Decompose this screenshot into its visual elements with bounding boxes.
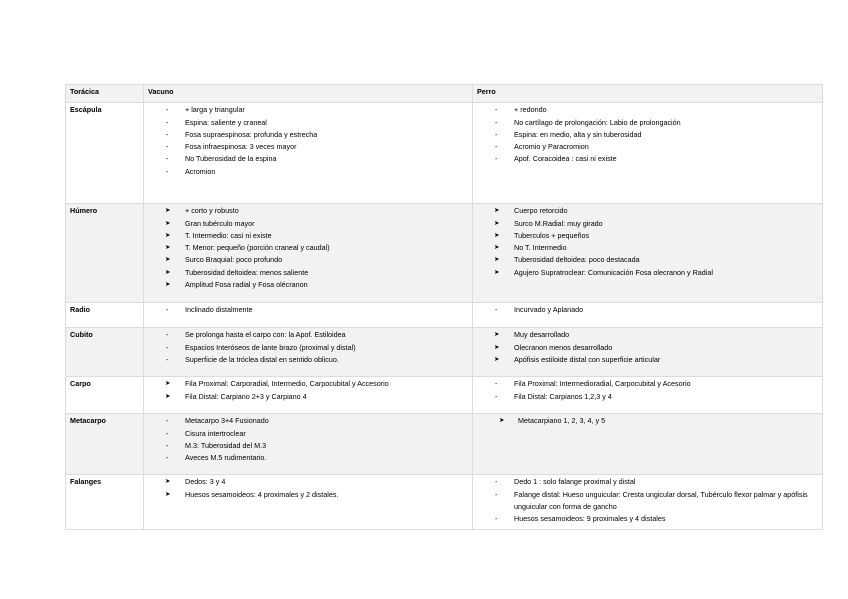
- list-item: ➤ Amplitud Fosa radial y Fosa olécranon: [148, 279, 468, 291]
- list-item: - Fila Distal: Carpianos 1,2,3 y 4: [477, 391, 818, 403]
- list-item: ➤ Tuberosidad deltoidea: poco destacada: [477, 254, 818, 266]
- list-item: - Incurvado y Aplanado: [477, 304, 818, 316]
- row-label: Falanges: [66, 475, 144, 530]
- table-row: [66, 377, 823, 414]
- header-toracica: Torácica: [66, 85, 144, 103]
- list-item: - Fosa infraespinosa: 3 veces mayor: [148, 141, 468, 153]
- list-item: ➤ Fila Proximal: Carporadial, Intermedio, Carpocubital y Accesorio: [148, 378, 468, 390]
- table-header-row: [66, 85, 823, 103]
- table-row: [66, 475, 823, 530]
- table-row: [66, 414, 823, 475]
- list-item: - Falange distal: Hueso unguicular: Cresta ungicular dorsal, Tubérculo flexor palmar y apófisis unguicular con forma de gancho: [477, 489, 818, 514]
- table-row: [66, 204, 823, 303]
- perro-list: [477, 378, 818, 403]
- list-item: - No Tuberosidad de la espina: [148, 153, 468, 165]
- list-item: ➤ Agujero Supratroclear: Comunicación Fosa olecranon y Radial: [477, 267, 818, 279]
- list-item: - Superficie de la tróclea distal en sentido oblicuo.: [148, 354, 468, 366]
- list-item: ➤ No T. Intermedio: [477, 242, 818, 254]
- list-item: ➤ Huesos sesamoideos: 4 proximales y 2 distales.: [148, 489, 468, 501]
- row-label: Húmero: [66, 204, 144, 303]
- list-item: - Se prolonga hasta el carpo con: la Apof. Estiloidea: [148, 329, 468, 341]
- list-item: - Dedo 1 : solo falange proximal y distal: [477, 476, 818, 488]
- list-item: - Metacarpo 3+4 Fusionado: [148, 415, 468, 427]
- vacuno-list: [148, 476, 468, 501]
- vacuno-list: [148, 205, 468, 291]
- perro-list: [477, 304, 818, 316]
- list-item: - Espacios Interóseos de lante brazo (proximal y distal): [148, 342, 468, 354]
- vacuno-list: [148, 329, 468, 366]
- row-label: Escápula: [66, 103, 144, 204]
- perro-list: [477, 205, 818, 279]
- vacuno-list: [148, 104, 468, 178]
- row-label: Carpo: [66, 377, 144, 414]
- comparison-table: [65, 84, 823, 530]
- list-item: - M.3: Tuberosidad del M.3: [148, 440, 468, 452]
- list-item: - No cartílago de prolongación: Labio de prolongación: [477, 117, 818, 129]
- perro-list: [477, 476, 818, 525]
- vacuno-list: [148, 304, 468, 316]
- list-item: - Huesos sesamoideos: 9 proximales y 4 distales: [477, 513, 818, 525]
- perro-list: [477, 104, 818, 165]
- perro-list: [477, 329, 818, 366]
- list-item: ➤ Tuberculos + pequeños: [477, 230, 818, 242]
- list-item: - Acromio y Paracromion: [477, 141, 818, 153]
- vacuno-list: [148, 378, 468, 403]
- list-item: - Fila Proximal: Intermedioradial, Carpocubital y Acesorio: [477, 378, 818, 390]
- table-row: [66, 328, 823, 377]
- list-item: - Acromion: [148, 166, 468, 178]
- list-item: ➤ Surco M.Radial: muy girado: [477, 218, 818, 230]
- table-row: [66, 303, 823, 328]
- list-item: ➤ Cuerpo retorcido: [477, 205, 818, 217]
- list-item: - Apof. Coracoidea : casi ni existe: [477, 153, 818, 165]
- list-item: - + redondo: [477, 104, 818, 116]
- list-item: - + larga y triangular: [148, 104, 468, 116]
- list-item: - Aveces M.5 rudimentario.: [148, 452, 468, 464]
- header-perro: Perro: [473, 85, 823, 103]
- list-item: - Fosa supraespinosa: profunda y estrecha: [148, 129, 468, 141]
- list-item: ➤ Gran tubérculo mayor: [148, 218, 468, 230]
- list-item: ➤ Olecranon menos desarrollado: [477, 342, 818, 354]
- list-item: - Cisura intertroclear: [148, 428, 468, 440]
- list-item: ➤ Apófisis estiloide distal con superficie articular: [477, 354, 818, 366]
- list-item: ➤ Muy desarrollado: [477, 329, 818, 341]
- list-item: - Espina: saliente y craneal: [148, 117, 468, 129]
- list-item: ➤ T. Menor: pequeño (porción craneal y caudal): [148, 242, 468, 254]
- table-row: [66, 103, 823, 204]
- row-label: Metacarpo: [66, 414, 144, 475]
- list-item: ➤ Surco Braquial: poco profundo: [148, 254, 468, 266]
- list-item: ➤ Dedos: 3 y 4: [148, 476, 468, 488]
- list-item: ➤ Metacarpiano 1, 2, 3, 4, y 5: [477, 415, 818, 427]
- list-item: - Espina: en medio, alta y sin tuberosidad: [477, 129, 818, 141]
- list-item: - Inclinado distalmente: [148, 304, 468, 316]
- list-item: ➤ Tuberosidad deltoidea: menos saliente: [148, 267, 468, 279]
- list-item: ➤ T. Intermedio: casi ni existe: [148, 230, 468, 242]
- perro-list: [477, 415, 818, 427]
- list-item: ➤ Fila Distal: Carpiano 2+3 y Carpiano 4: [148, 391, 468, 403]
- row-label: Cubito: [66, 328, 144, 377]
- vacuno-list: [148, 415, 468, 464]
- list-item: ➤ + corto y robusto: [148, 205, 468, 217]
- row-label: Radio: [66, 303, 144, 328]
- header-vacuno: Vacuno: [144, 85, 473, 103]
